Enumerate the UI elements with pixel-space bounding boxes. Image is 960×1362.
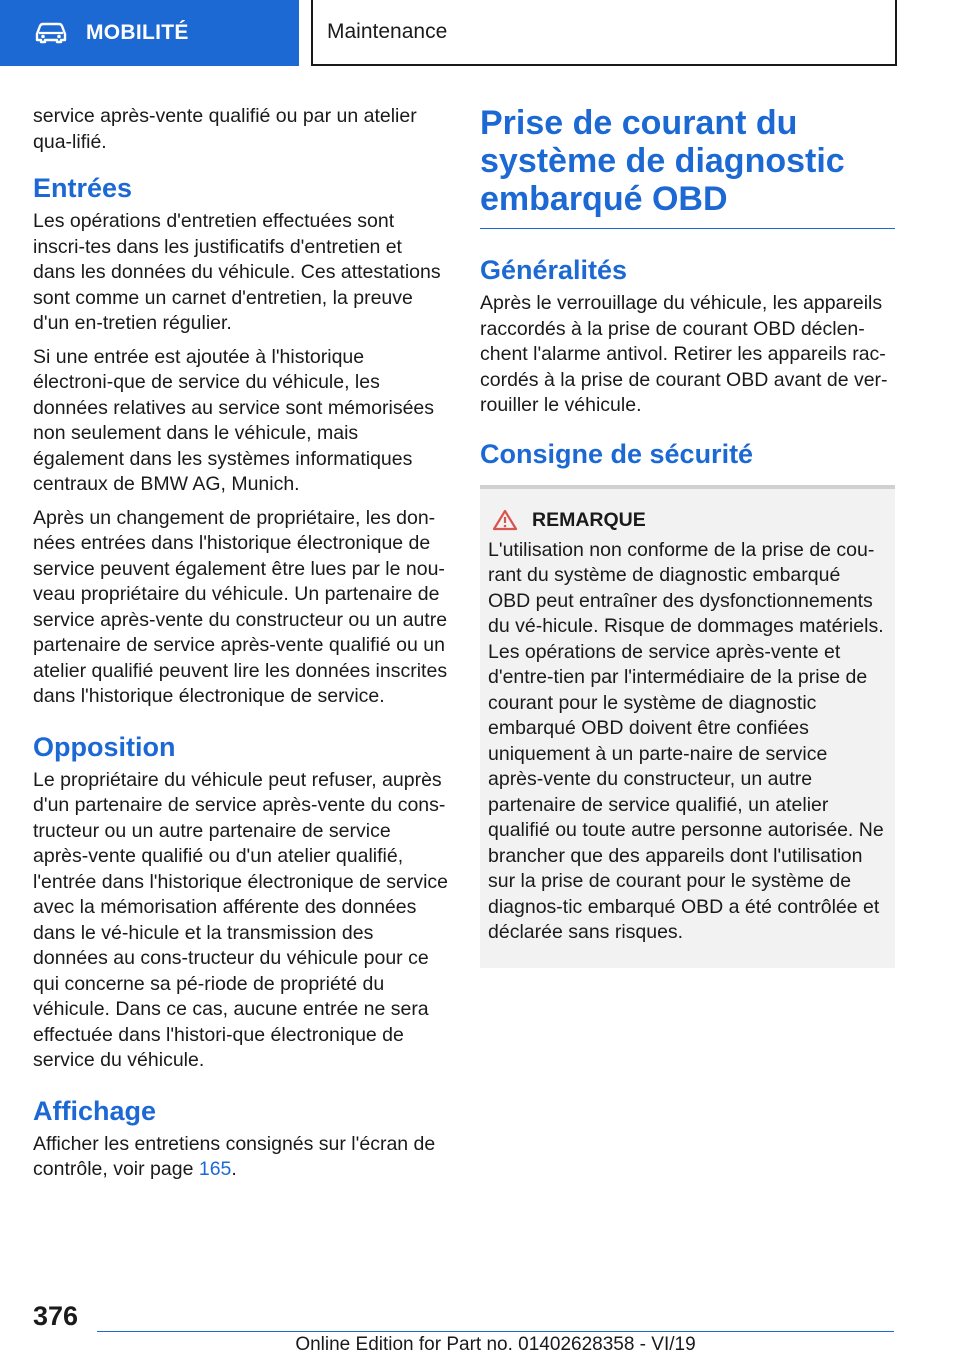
opposition-paragraph: Le propriétaire du véhicule peut refuser, auprès d'un partenaire de service après-vente du cons-tructeur ou un autre partenaire de service après-vente qualifié ou d'un atelier qualifié, l'entrée dans l'historique électronique de service avec la mémorisation afférente des données dans le vé-hicule et la transmission des données au cons-tructeur du véhicule pour ce qui concerne sa pé-riode de propriété du véhicule. Dans ce cas, aucune entrée ne sera effectuée dans l'histori-que électronique de service du véhicule. [33,768,449,1071]
section-title: MOBILITÉ [86,21,189,44]
right-column [480,104,895,968]
warning-label: REMARQUE [532,508,646,531]
entries-heading: Entrées [33,173,133,203]
opposition-heading: Opposition [33,731,176,762]
general-paragraph: Après le verrouillage du véhicule, les appareils raccordés à la prise de courant OBD déclen-chent l'alarme antivol. Retirer les appareils rac-cordés à la prise de courant OBD avant de ver-rouiller le véhicule. [480,292,888,416]
display-text-end: . [231,1158,237,1180]
intro-paragraph: service après-vente qualifié ou par un atelier qua-lifié. [33,105,417,153]
warning-text: L'utilisation non conforme de la prise de cou-rant du système de diagnostic embarqué OBD peut entraîner des dysfonctionnements du vé-hicule. Risque de dommages matériels. Les opérations de service après-vente et d'entre-tien par l'intermédiaire de la prise de courant pour le système de diagnostic embarqué OBD doivent être confiées uniquement à un parte-naire de service après-vente du constructeur, un autre partenaire de service qualifié, un atelier qualifié ou toute autre personne autorisée. Ne brancher que des appareils dont l'utilisation sur la prise de courant pour le système de diagnos-tic embarqué OBD a été contrôlée et déclarée sans risques. [488,538,884,943]
warning-triangle-icon [492,509,518,531]
display-paragraph [33,1132,449,1183]
car-icon [34,22,68,44]
entries-paragraph-1: Les opérations d'entretien effectuées sont inscri-tes dans les justificatifs d'entretien et dans les données du véhicule. Ces attestations sont comme un carnet d'entretien, la preuve d'un en-tretien régulier. [33,210,441,334]
entries-paragraph-2: Si une entrée est ajoutée à l'historique électroni-que de service du véhicule, les données relatives au service sont mémorisées non seulement dans le véhicule, mais également dans les systèmes informatiques centraux de BMW AG, Munich. [33,345,435,495]
chapter-title: Maintenance [327,20,448,43]
main-title: Prise de courant du système de diagnostic embarqué OBD [480,104,895,229]
display-heading: Affichage [33,1095,157,1126]
warning-header [492,509,887,532]
entries-paragraph-3: Après un changement de propriétaire, les don-nées entrées dans l'historique électronique de service peuvent également être lues par le nou-veau propriétaire du véhicule. Un partenaire de service après-vente du constructeur ou un autre partenaire de service après-vente qualifié ou un atelier qualifié peuvent lire les données inscrites dans l'historique électronique de service. [33,506,448,707]
footer-divider [97,1331,894,1332]
left-column [33,104,449,1191]
warning-box [480,485,895,968]
display-text: Afficher les entretiens consignés sur l'écran de contrôle, voir page [33,1132,436,1180]
section-tab[interactable] [0,0,299,66]
page-number: 376 [33,1301,79,1331]
safety-heading: Consigne de sécurité [480,438,754,469]
page-link[interactable]: 165 [198,1158,232,1180]
general-heading: Généralités [480,255,628,285]
footer-edition: Online Edition for Part no. 01402628358 - VI/19 [295,1334,696,1355]
chapter-header [311,0,897,66]
